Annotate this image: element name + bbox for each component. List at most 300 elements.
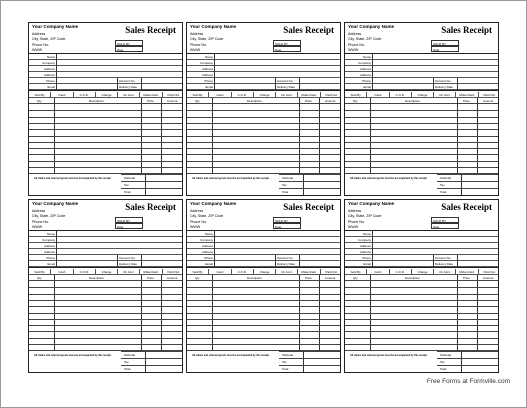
sold-by-field[interactable]: SOLD BY [273,217,301,223]
returns-note: All claims and returned goods must be accompanied by this receipt [34,177,111,180]
tax-label: Tax [124,183,129,187]
total-row[interactable] [121,188,183,195]
item-row-line [29,110,183,111]
divider [117,255,118,268]
description-header: Description [89,99,105,103]
items-header [29,275,183,281]
item-row-line [29,129,183,130]
customer-field-label: Address [43,250,55,254]
tax-row[interactable] [437,358,499,365]
tax-label: Tax [440,183,445,187]
item-row-line [345,167,499,168]
header-paid-out[interactable]: Paid Out [321,269,341,275]
amount-header: Amount [167,99,178,103]
item-row-line [187,294,341,295]
customer-field-label: Name [362,55,371,59]
item-row-line [187,136,341,137]
sales-receipt [344,199,499,373]
header-charge[interactable]: Charge [412,92,434,98]
company-name: Your Company Name [32,24,79,29]
totals-section [29,174,183,196]
divider [433,255,434,268]
tax-label: Tax [282,183,287,187]
header-cash[interactable]: Cash [209,92,231,98]
divider [303,366,304,373]
customer-field-label: Company [358,238,371,242]
account-no-label: Account No. [435,79,452,83]
customer-row[interactable] [29,261,183,267]
customer-field-label: Address [201,244,213,248]
customer-field-label: Phone [362,256,371,260]
company-name: Your Company Name [32,201,79,206]
item-row-line [187,117,341,118]
item-row-line [345,142,499,143]
receipt-title: Sales Receipt [125,202,176,212]
delivery-date-label: Delivery Date [119,262,138,266]
totals-section [345,174,499,196]
item-row-line [345,161,499,162]
tax-row[interactable] [437,181,499,188]
description-header: Description [247,99,263,103]
item-row-line [345,110,499,111]
customer-section [345,53,499,91]
subtotal-label: Subtotal [282,176,294,180]
header-mdse-returned[interactable]: Mdse Retd. [140,92,162,98]
items-header [29,98,183,104]
header-charge[interactable]: Charge [254,92,276,98]
item-row-line [29,338,183,339]
address-text: Address [32,209,46,213]
item-row-line [29,325,183,326]
total-label: Total [124,367,131,371]
customer-field-label: Name [46,232,55,236]
header-sold-by[interactable]: Sold By [187,92,209,98]
customer-field-label: Name [46,55,55,59]
customer-field-label: Address [359,67,371,71]
divider [299,78,300,91]
header-cod[interactable]: C.O.D. [232,92,254,98]
header-cash[interactable]: Cash [367,269,389,275]
phone-text: Phone No. [190,43,207,47]
receipt-title: Sales Receipt [125,25,176,35]
item-row-line [187,287,341,288]
www-text: WWW [190,48,201,52]
customer-section [187,230,341,268]
customer-field-label: Email [47,262,55,266]
divider [275,78,276,91]
line-items-table [345,98,499,174]
subtotal-label: Subtotal [282,353,294,357]
header-sold-by[interactable]: Sold By [29,92,51,98]
customer-section [29,53,183,91]
delivery-date-label: Delivery Date [277,262,296,266]
totals-section [345,351,499,373]
tax-label: Tax [282,360,287,364]
item-row-line [187,110,341,111]
city-state-zip-text: City, State, ZIP Code [32,37,66,41]
tax-label: Tax [124,360,129,364]
item-row-line [345,294,499,295]
divider [117,78,118,91]
sold-by-field[interactable]: SOLD BY [273,40,301,46]
address-text: Address [348,32,362,36]
customer-field-label: Phone [46,79,55,83]
header-paid-out[interactable]: Paid Out [163,269,183,275]
customer-field-label: Name [204,55,213,59]
total-label: Total [282,190,289,194]
qty-header: Qty [37,276,42,280]
header-cod[interactable]: C.O.D. [390,92,412,98]
receipt-title: Sales Receipt [283,202,334,212]
item-row-line [345,136,499,137]
customer-field-label: Company [42,238,55,242]
www-text: WWW [348,48,359,52]
tax-row[interactable] [279,358,341,365]
amount-header: Amount [325,276,336,280]
city-state-zip-text: City, State, ZIP Code [348,37,382,41]
item-row-line [345,123,499,124]
company-name: Your Company Name [348,201,395,206]
account-no-label: Account No. [435,256,452,260]
item-row-line [187,161,341,162]
description-header: Description [89,276,105,280]
items-header [187,98,341,104]
item-row-line [29,287,183,288]
customer-field-label: Address [359,244,371,248]
customer-field-label: Company [200,61,213,65]
divider [461,366,462,373]
customer-field-label: Email [205,262,213,266]
sales-receipt [344,22,499,196]
item-row-line [345,148,499,149]
item-row-line [29,161,183,162]
divider [141,255,142,268]
divider [275,255,276,268]
tax-row[interactable] [121,181,183,188]
delivery-date-label: Delivery Date [119,85,138,89]
subtotal-row[interactable] [121,174,183,181]
sold-by-field[interactable]: SOLD BY [431,40,459,46]
subtotal-row[interactable] [437,174,499,181]
address-text: Address [348,209,362,213]
header-cod[interactable]: C.O.D. [74,269,96,275]
address-text: Address [190,32,204,36]
customer-field-label: Phone [46,256,55,260]
header-mdse-returned[interactable]: Mdse Retd. [298,92,320,98]
item-row-line [345,287,499,288]
description-header: Description [405,276,421,280]
total-label: Total [440,190,447,194]
customer-row[interactable] [345,261,499,267]
item-row-line [187,338,341,339]
sales-receipt [186,22,341,196]
date-field[interactable]: Date [273,223,301,229]
header-mdse-returned[interactable]: Mdse Retd. [298,269,320,275]
item-row-line [187,325,341,326]
price-header: Price [147,276,154,280]
city-state-zip-text: City, State, ZIP Code [32,214,66,218]
line-items-table [29,98,183,174]
line-items-table [345,275,499,351]
amount-header: Amount [325,99,336,103]
receipt-title: Sales Receipt [283,25,334,35]
description-header: Description [405,99,421,103]
item-row-line [345,117,499,118]
divider [372,231,373,268]
customer-field-label: Address [201,73,213,77]
customer-field-label: Email [47,85,55,89]
line-items-table [187,98,341,174]
price-header: Price [147,99,154,103]
header-cod[interactable]: C.O.D. [74,92,96,98]
header-cash[interactable]: Cash [367,92,389,98]
tax-row[interactable] [279,181,341,188]
total-row[interactable] [279,365,341,372]
totals-section [29,351,183,373]
header-charge[interactable]: Charge [96,92,118,98]
returns-note: All claims and returned goods must be accompanied by this receipt [192,177,269,180]
phone-text: Phone No. [348,220,365,224]
customer-row[interactable] [187,261,341,267]
header-on-account[interactable]: On Acct. [118,269,140,275]
customer-section [187,53,341,91]
item-row-line [345,325,499,326]
header-charge[interactable]: Charge [96,269,118,275]
item-row-line [187,300,341,301]
www-text: WWW [32,225,43,229]
customer-field-label: Address [359,73,371,77]
header-on-account[interactable]: On Acct. [434,92,456,98]
item-row-line [345,300,499,301]
header-sold-by[interactable]: Sold By [345,92,367,98]
item-row-line [345,338,499,339]
account-no-label: Account No. [119,79,136,83]
line-items-table [29,275,183,351]
header-paid-out[interactable]: Paid Out [479,269,499,275]
qty-header: Qty [195,99,200,103]
item-row-line [187,306,341,307]
date-field[interactable]: Date [115,46,143,52]
header-mdse-returned[interactable]: Mdse Retd. [140,269,162,275]
header-on-account[interactable]: On Acct. [434,269,456,275]
item-row-line [187,154,341,155]
total-row[interactable] [437,188,499,195]
total-row[interactable] [279,188,341,195]
customer-field-label: Address [359,250,371,254]
city-state-zip-text: City, State, ZIP Code [190,214,224,218]
customer-field-label: Address [43,67,55,71]
subtotal-label: Subtotal [124,353,136,357]
footer-brand[interactable]: Free Forms at Formville.com [426,378,510,385]
amount-header: Amount [483,99,494,103]
item-row-line [345,306,499,307]
divider [457,255,458,268]
subtotal-label: Subtotal [440,353,452,357]
company-name: Your Company Name [190,201,237,206]
account-no-label: Account No. [277,79,294,83]
sold-by-field[interactable]: SOLD BY [431,217,459,223]
header-charge[interactable]: Charge [412,269,434,275]
item-row-line [29,319,183,320]
divider [299,255,300,268]
customer-section [345,230,499,268]
qty-header: Qty [353,99,358,103]
returns-note: All claims and returned goods must be accompanied by this receipt [350,354,427,357]
item-row-line [29,148,183,149]
header-sold-by[interactable]: Sold By [187,269,209,275]
customer-field-label: Address [43,73,55,77]
divider [214,231,215,268]
qty-header: Qty [37,99,42,103]
tax-label: Tax [440,360,445,364]
delivery-date-label: Delivery Date [435,85,454,89]
header-on-account[interactable]: On Acct. [276,269,298,275]
item-row-line [29,167,183,168]
phone-text: Phone No. [348,43,365,47]
header-cod[interactable]: C.O.D. [232,269,254,275]
item-row-line [187,142,341,143]
www-text: WWW [32,48,43,52]
sales-receipt [28,199,183,373]
date-field[interactable]: Date [273,46,301,52]
sales-receipt [28,22,183,196]
item-row-line [345,129,499,130]
item-row-line [187,148,341,149]
item-row-line [29,154,183,155]
item-row-line [29,300,183,301]
item-row-line [345,313,499,314]
subtotal-row[interactable] [279,174,341,181]
customer-field-label: Address [43,244,55,248]
customer-row[interactable] [345,84,499,90]
price-header: Price [305,99,312,103]
customer-section [29,230,183,268]
tax-row[interactable] [121,358,183,365]
date-field[interactable]: Date [431,223,459,229]
amount-header: Amount [483,276,494,280]
divider [457,78,458,91]
receipt-title: Sales Receipt [441,202,492,212]
phone-text: Phone No. [190,220,207,224]
price-header: Price [463,99,470,103]
subtotal-row[interactable] [121,351,183,358]
customer-field-label: Address [201,67,213,71]
receipt-title: Sales Receipt [441,25,492,35]
customer-field-label: Company [200,238,213,242]
subtotal-label: Subtotal [440,176,452,180]
item-row-line [187,129,341,130]
header-cod[interactable]: C.O.D. [390,269,412,275]
header-sold-by[interactable]: Sold By [29,269,51,275]
subtotal-label: Subtotal [124,176,136,180]
item-row-line [187,123,341,124]
header-on-account[interactable]: On Acct. [276,92,298,98]
price-header: Price [463,276,470,280]
divider [145,366,146,373]
item-row-line [187,167,341,168]
items-header [345,275,499,281]
customer-field-label: Email [205,85,213,89]
qty-header: Qty [353,276,358,280]
sold-by-field[interactable]: SOLD BY [115,217,143,223]
sold-by-field[interactable]: SOLD BY [115,40,143,46]
returns-note: All claims and returned goods must be accompanied by this receipt [350,177,427,180]
sales-receipt [186,199,341,373]
header-cash[interactable]: Cash [51,269,73,275]
divider [141,78,142,91]
qty-header: Qty [195,276,200,280]
header-cash[interactable]: Cash [209,269,231,275]
city-state-zip-text: City, State, ZIP Code [348,214,382,218]
header-charge[interactable]: Charge [254,269,276,275]
phone-text: Phone No. [32,220,49,224]
header-paid-out[interactable]: Paid Out [163,92,183,98]
totals-section [187,351,341,373]
subtotal-row[interactable] [437,351,499,358]
returns-note: All claims and returned goods must be accompanied by this receipt [34,354,111,357]
date-field[interactable]: Date [431,46,459,52]
header-paid-out[interactable]: Paid Out [479,92,499,98]
item-row-line [29,136,183,137]
customer-row[interactable] [187,84,341,90]
www-text: WWW [348,225,359,229]
address-text: Address [190,209,204,213]
header-mdse-returned[interactable]: Mdse Retd. [456,269,478,275]
header-mdse-returned[interactable]: Mdse Retd. [456,92,478,98]
item-row-line [29,344,183,345]
item-row-line [29,331,183,332]
delivery-date-label: Delivery Date [435,262,454,266]
item-row-line [29,294,183,295]
divider [461,189,462,196]
price-header: Price [305,276,312,280]
date-field[interactable]: Date [115,223,143,229]
item-row-line [29,142,183,143]
item-row-line [187,344,341,345]
account-no-label: Account No. [119,256,136,260]
receipt-grid [28,22,502,378]
item-row-line [29,117,183,118]
description-header: Description [247,276,263,280]
header-paid-out[interactable]: Paid Out [321,92,341,98]
total-label: Total [440,367,447,371]
divider [372,54,373,91]
total-row[interactable] [121,365,183,372]
amount-header: Amount [167,276,178,280]
header-sold-by[interactable]: Sold By [345,269,367,275]
subtotal-row[interactable] [279,351,341,358]
customer-field-label: Phone [362,79,371,83]
header-cash[interactable]: Cash [51,92,73,98]
customer-field-label: Company [358,61,371,65]
customer-field-label: Address [201,250,213,254]
delivery-date-label: Delivery Date [277,85,296,89]
item-row-line [345,344,499,345]
item-row-line [345,154,499,155]
customer-row[interactable] [29,84,183,90]
header-on-account[interactable]: On Acct. [118,92,140,98]
city-state-zip-text: City, State, ZIP Code [190,37,224,41]
www-text: WWW [190,225,201,229]
company-name: Your Company Name [348,24,395,29]
total-row[interactable] [437,365,499,372]
item-row-line [29,313,183,314]
total-label: Total [124,190,131,194]
item-row-line [187,319,341,320]
customer-field-label: Name [204,232,213,236]
customer-field-label: Email [363,262,371,266]
customer-field-label: Phone [204,79,213,83]
